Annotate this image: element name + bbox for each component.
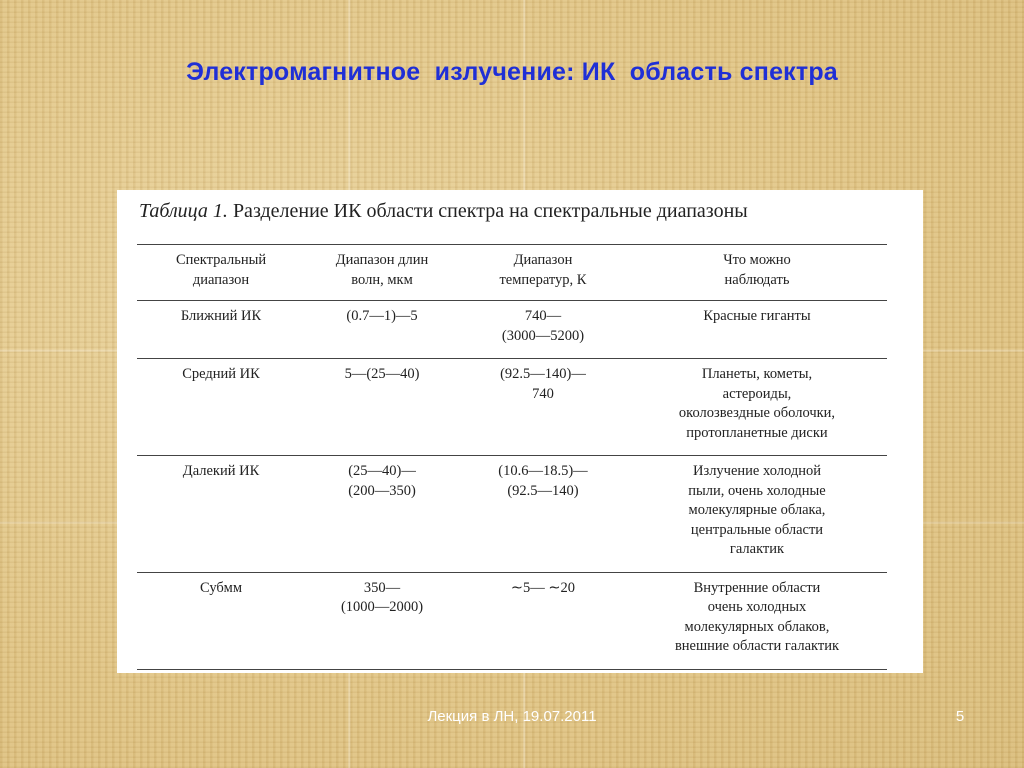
table-header-row	[137, 245, 887, 301]
table-caption-label: Таблица 1.	[139, 200, 228, 222]
cell-observe: Планеты, кометы, астероиды, околозвездные оболочки, протопланетные диски	[678, 366, 836, 441]
slide-title: Электромагнитное излучение: ИК область спектра	[186, 58, 838, 86]
page-number: 5	[955, 708, 965, 725]
table-row	[137, 359, 887, 456]
cell-band: Ближний ИК	[180, 308, 262, 324]
table-row	[137, 572, 887, 669]
cell-band: Далекий ИК	[182, 463, 260, 479]
cell-temperature: 740— (3000—5200)	[501, 308, 585, 344]
cell-band: Средний ИК	[182, 366, 260, 382]
cell-band: Субмм	[200, 579, 243, 596]
cell-temperature: (10.6—18.5)— (92.5—140)	[498, 463, 588, 499]
table-row	[137, 301, 887, 359]
cell-observe: Излучение холодной пыли, очень холодные молекулярные облака, центральные области галактик	[688, 463, 826, 557]
header-observe: Что можно наблюдать	[723, 252, 791, 288]
header-temperature: Диапазон температур, К	[499, 252, 587, 288]
cell-temperature: (92.5—140)— 740	[500, 366, 586, 402]
cell-wavelength: 350— (1000—2000)	[340, 579, 424, 615]
table-caption	[139, 200, 748, 223]
spectral-bands-table	[137, 244, 887, 670]
cell-wavelength: 5—(25—40)	[344, 366, 420, 382]
table-caption-text: Разделение ИК области спектра на спектральные диапазоны	[227, 200, 748, 222]
header-band: Спектральный диапазон	[175, 252, 267, 288]
cell-temperature: ∼5— ∼20	[510, 579, 576, 596]
table-row	[137, 456, 887, 573]
cell-wavelength: (25—40)— (200—350)	[348, 463, 416, 499]
table-image-panel	[117, 190, 923, 673]
cell-wavelength: (0.7—1)—5	[346, 308, 418, 324]
slide-footer: Лекция в ЛН, 19.07.2011	[427, 708, 597, 725]
cell-observe: Красные гиганты	[703, 308, 811, 324]
cell-observe: Внутренние области очень холодных молекулярных облаков, внешние области галактик	[674, 579, 840, 654]
header-wavelength: Диапазон длин волн, мкм	[335, 252, 429, 288]
